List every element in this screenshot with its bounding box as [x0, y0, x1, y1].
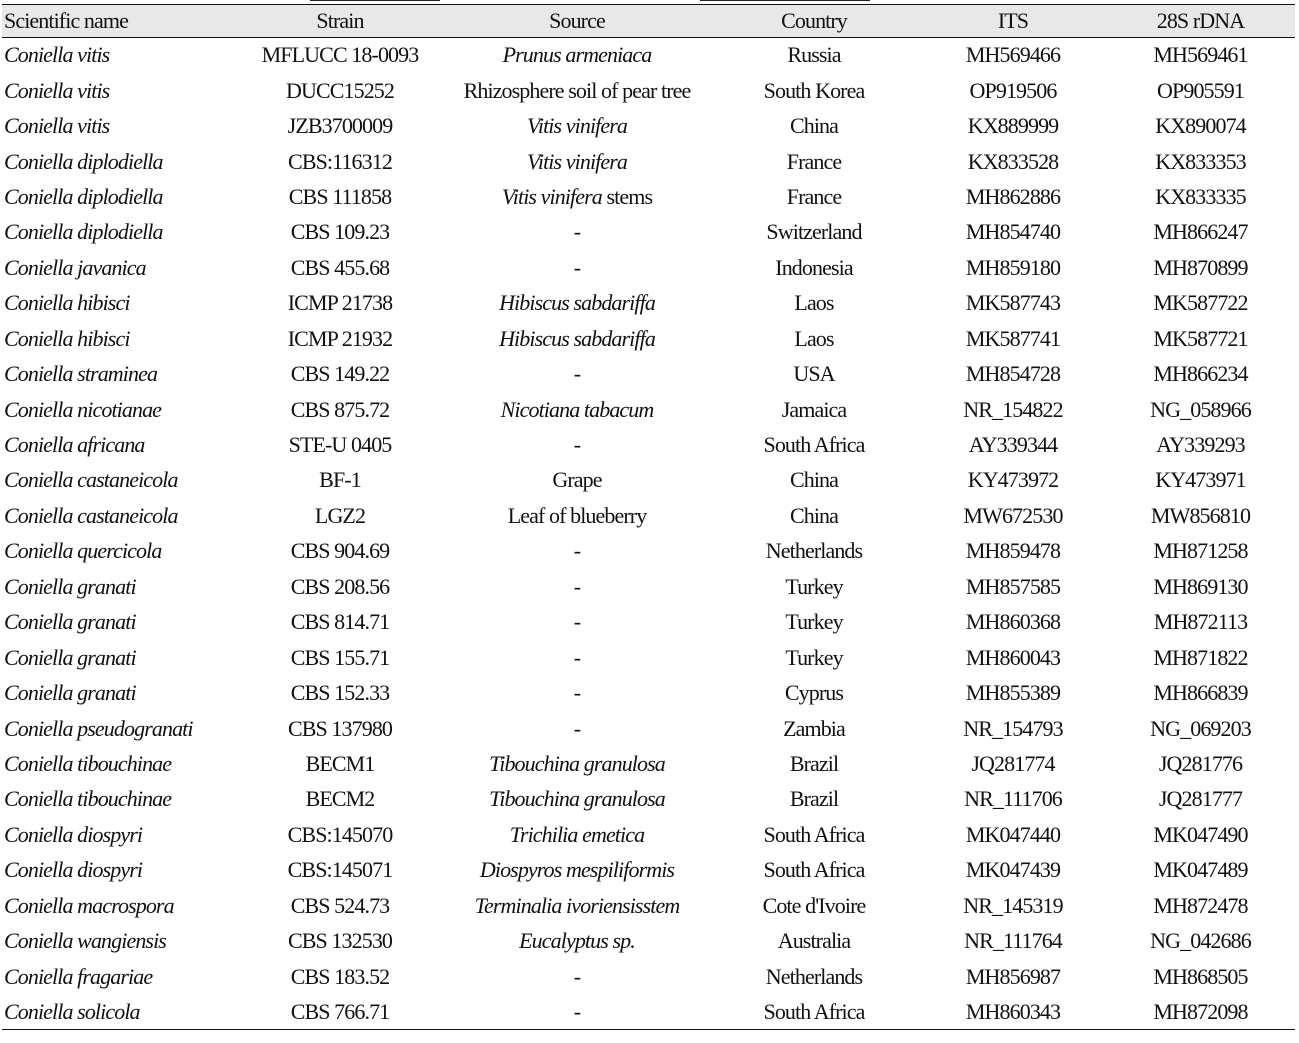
table-row [2, 640, 1295, 675]
cell-its: MH856987 [965, 963, 1061, 989]
cell-scientific-name: Coniella granati [4, 680, 136, 706]
cell-source [446, 711, 708, 746]
source-italic-text: Hibiscus sabdariffa [499, 290, 655, 316]
cell-scientific-name: Coniella hibisci [4, 325, 130, 351]
cell-scientific-name: Coniella quercicola [4, 538, 162, 564]
source-plain-text: - [573, 254, 581, 280]
cell-source [446, 286, 708, 321]
cell-scientific-name: Coniella africana [4, 432, 145, 458]
cell-scientific-name: Coniella granati [4, 609, 136, 635]
cell-country: France [786, 148, 842, 174]
cell-country: Australia [777, 928, 851, 954]
cell-country: Zambia [783, 715, 845, 741]
table-row [2, 108, 1295, 143]
cell-source [446, 38, 708, 73]
cell-scientific-name: Coniella diplodiella [4, 183, 163, 209]
cell-strain: DUCC15252 [285, 77, 395, 103]
cell-its: KX889999 [967, 113, 1059, 139]
cell-28s-rdna: MH871822 [1153, 644, 1248, 670]
cell-28s-rdna: MH872113 [1153, 609, 1248, 635]
cell-its: KX833528 [967, 148, 1059, 174]
cell-country: Laos [794, 290, 834, 316]
source-plain-text: - [573, 680, 581, 706]
table-row [2, 321, 1295, 356]
cell-scientific-name: Coniella castaneicola [4, 502, 178, 528]
cell-country: Cote d'Ivoire [762, 892, 866, 918]
source-plain-text: - [573, 361, 581, 387]
cell-source [446, 534, 708, 569]
table-row [2, 286, 1295, 321]
cell-country: Switzerland [766, 219, 862, 245]
cell-its: MH860343 [920, 994, 1106, 1029]
cell-scientific-name: Coniella hibisci [4, 290, 130, 316]
cell-scientific-name: Coniella granati [4, 573, 136, 599]
cell-strain: CBS 149.22 [290, 361, 390, 387]
cell-strain: ICMP 21738 [287, 290, 393, 316]
cell-its: MK587741 [965, 325, 1061, 351]
cell-its: NR_111706 [964, 786, 1062, 812]
cell-scientific-name: Coniella macrospora [4, 892, 174, 918]
cell-scientific-name: Coniella granati [4, 644, 136, 670]
cell-country: Turkey [785, 644, 843, 670]
header-country: Country [708, 5, 920, 38]
cell-28s-rdna: MK047490 [1153, 821, 1248, 847]
cell-country: Indonesia [775, 254, 853, 280]
cell-scientific-name: Coniella diospyri [4, 821, 143, 847]
table-row [2, 888, 1295, 923]
header-strain: Strain [234, 5, 446, 38]
cell-country: China [789, 467, 839, 493]
cell-strain: CBS 524.73 [290, 892, 390, 918]
table-row [2, 498, 1295, 533]
cell-28s-rdna: MH569461 [1153, 42, 1248, 68]
table-row [2, 994, 1295, 1029]
cell-scientific-name: Coniella javanica [4, 254, 146, 280]
cell-country: China [789, 502, 839, 528]
cell-28s-rdna: JQ281777 [1158, 786, 1243, 812]
table-row [2, 959, 1295, 994]
cell-its: MH859180 [965, 254, 1061, 280]
source-plain-text: - [573, 432, 581, 458]
cell-its: MH859478 [965, 538, 1061, 564]
cell-source [446, 356, 708, 391]
cell-28s-rdna: MK587721 [1153, 325, 1248, 351]
source-plain-text: - [573, 644, 581, 670]
cell-strain: CBS:116312 [288, 148, 392, 174]
cell-country: Turkey [785, 573, 843, 599]
table-row [2, 250, 1295, 285]
cell-scientific-name: Coniella wangiensis [4, 928, 166, 954]
cell-country: Netherlands [765, 538, 863, 564]
source-italic-text: Nicotiana tabacum [500, 396, 654, 422]
cell-28s-rdna: MH866234 [1153, 361, 1248, 387]
cell-scientific-name: Coniella straminea [4, 361, 158, 387]
cell-strain: BF-1 [319, 467, 361, 493]
cell-strain: CBS:145071 [287, 857, 393, 883]
cell-strain: CBS 455.68 [290, 254, 390, 280]
table-row [2, 38, 1295, 73]
table-row [2, 853, 1295, 888]
cell-source [446, 179, 708, 214]
table-row [2, 569, 1295, 604]
cell-country: South Africa [763, 821, 865, 847]
cell-scientific-name: Coniella diplodiella [4, 148, 163, 174]
cell-28s-rdna: NG_069203 [1150, 715, 1251, 741]
cell-source [446, 392, 708, 427]
table-row [2, 356, 1295, 391]
cell-its: JQ281774 [971, 750, 1055, 776]
cell-strain: BECM1 [305, 750, 375, 776]
cell-strain: CBS 208.56 [290, 573, 390, 599]
cell-source [446, 675, 708, 710]
cell-source [446, 108, 708, 143]
cell-source [446, 605, 708, 640]
cell-its: NR_145319 [963, 892, 1063, 918]
cell-source [446, 923, 708, 958]
source-plain-text: - [573, 715, 581, 741]
cell-28s-rdna: MH871258 [1153, 538, 1248, 564]
cell-country: South Africa [708, 994, 920, 1029]
cell-source [446, 144, 708, 179]
header-row [2, 5, 1295, 38]
cell-its: MH857585 [965, 573, 1061, 599]
cell-28s-rdna: MK047489 [1153, 857, 1248, 883]
table-header [2, 5, 1295, 38]
cell-strain: CBS 183.52 [290, 963, 390, 989]
cell-its: NR_154793 [963, 715, 1063, 741]
cell-28s-rdna: NG_042686 [1150, 928, 1251, 954]
source-italic-text: Eucalyptus sp. [519, 928, 635, 954]
table-row [2, 427, 1295, 462]
cell-28s-rdna: MK587722 [1153, 290, 1248, 316]
cell-strain: CBS 132530 [287, 928, 393, 954]
cell-28s-rdna: MH870899 [1153, 254, 1248, 280]
cell-strain: CBS 137980 [287, 715, 393, 741]
table-row [2, 144, 1295, 179]
source-plain-text: - [573, 573, 581, 599]
cell-strain: CBS 155.71 [290, 644, 390, 670]
source-plain-text: Grape [552, 467, 602, 493]
cell-its: NR_111764 [964, 928, 1062, 954]
source-italic-text: Hibiscus sabdariffa [499, 325, 655, 351]
cell-scientific-name: Coniella pseudogranati [4, 715, 193, 741]
source-plain-text: - [573, 998, 581, 1024]
table-row [2, 782, 1295, 817]
cell-country: Brazil [789, 786, 839, 812]
cell-28s-rdna: MW856810 [1150, 502, 1251, 528]
cell-country: Netherlands [765, 963, 863, 989]
header-source: Source [446, 5, 708, 38]
table-row [2, 746, 1295, 781]
cell-28s-rdna: MH869130 [1153, 573, 1248, 599]
cell-country: USA [793, 361, 835, 387]
cell-source [446, 746, 708, 781]
table-row [2, 817, 1295, 852]
table-row [2, 675, 1295, 710]
source-italic-text: Tibouchina granulosa [489, 750, 665, 776]
cell-source [446, 782, 708, 817]
cell-strain: BECM2 [305, 786, 375, 812]
cell-country: France [786, 183, 842, 209]
cell-28s-rdna: MH872098 [1106, 994, 1295, 1029]
cell-source [446, 498, 708, 533]
header-its: ITS [920, 5, 1106, 38]
cell-28s-rdna: MH866839 [1153, 680, 1248, 706]
table-row [2, 463, 1295, 498]
cell-source [446, 817, 708, 852]
cell-country: South Africa [763, 857, 865, 883]
table-body [2, 38, 1295, 1030]
cell-country: South Korea [763, 77, 865, 103]
cell-its: MH854728 [965, 361, 1061, 387]
source-italic-text: Tibouchina granulosa [489, 786, 665, 812]
source-plain-text: - [573, 609, 581, 635]
cell-scientific-name: Coniella castaneicola [4, 467, 178, 493]
source-plain-text: - [573, 219, 581, 245]
source-plain-text: Rhizosphere soil of pear tree [463, 77, 691, 103]
cell-source [446, 73, 708, 108]
cell-28s-rdna: KX833335 [1155, 183, 1246, 209]
cell-scientific-name: Coniella tibouchinae [4, 750, 172, 776]
cell-its: MK047440 [965, 821, 1061, 847]
cell-28s-rdna: MH872478 [1153, 892, 1248, 918]
cell-source [446, 569, 708, 604]
header-28s-rdna: 28S rDNA [1106, 5, 1295, 38]
cell-strain: CBS:145070 [287, 821, 393, 847]
cell-strain: CBS 904.69 [290, 538, 390, 564]
cell-28s-rdna: OP905591 [1157, 77, 1244, 103]
cell-source [446, 959, 708, 994]
cell-source [446, 853, 708, 888]
cell-its: MW672530 [963, 502, 1063, 528]
cell-scientific-name: Coniella vitis [4, 113, 110, 139]
table-row [2, 215, 1295, 250]
cell-source [446, 250, 708, 285]
cell-its: MK047439 [965, 857, 1061, 883]
table-row [2, 73, 1295, 108]
cell-country: Brazil [789, 750, 839, 776]
cell-28s-rdna: AY339293 [1156, 432, 1245, 458]
source-plain-text: - [573, 538, 581, 564]
cell-its: MH862886 [965, 183, 1061, 209]
cell-country: Russia [787, 42, 841, 68]
cell-its: MH855389 [965, 680, 1061, 706]
cell-its: MH569466 [965, 42, 1061, 68]
cell-source [446, 427, 708, 462]
table-row [2, 534, 1295, 569]
cell-strain: CBS 875.72 [290, 396, 390, 422]
cell-its: KY473972 [967, 467, 1059, 493]
cell-its: OP919506 [969, 77, 1057, 103]
cell-country: Jamaica [781, 396, 847, 422]
cell-source [446, 321, 708, 356]
cell-its: NR_154822 [963, 396, 1063, 422]
cell-28s-rdna: MH868505 [1153, 963, 1248, 989]
cell-source [446, 888, 708, 923]
cell-strain: JZB3700009 [287, 113, 393, 139]
cell-strain: ICMP 21932 [287, 325, 393, 351]
cell-28s-rdna: KX833353 [1155, 148, 1246, 174]
cell-country: Laos [794, 325, 834, 351]
cell-28s-rdna: JQ281776 [1158, 750, 1243, 776]
cell-country: Turkey [785, 609, 843, 635]
cell-strain: STE-U 0405 [288, 432, 392, 458]
cell-source [446, 994, 708, 1029]
cell-28s-rdna: MH866247 [1153, 219, 1248, 245]
table-row [2, 392, 1295, 427]
cell-its: MH854740 [965, 219, 1061, 245]
table-row [2, 605, 1295, 640]
source-plain-text: stems [601, 183, 653, 209]
cell-scientific-name: Coniella tibouchinae [4, 786, 172, 812]
cell-scientific-name: Coniella nicotianae [4, 396, 162, 422]
cell-strain: CBS 111858 [288, 183, 392, 209]
source-plain-text: Leaf of blueberry [507, 502, 647, 528]
cell-scientific-name: Coniella solicola [2, 994, 234, 1029]
cell-strain: CBS 152.33 [290, 680, 390, 706]
header-scientific-name: Scientific name [2, 5, 234, 38]
source-italic-text: Vitis vinifera [526, 113, 628, 139]
cell-country: Cyprus [784, 680, 844, 706]
cell-source [446, 463, 708, 498]
cell-scientific-name: Coniella vitis [4, 77, 110, 103]
cell-28s-rdna: KX890074 [1155, 113, 1246, 139]
cell-country: South Africa [763, 432, 865, 458]
source-italic-text: Diospyros mespiliformis [479, 857, 675, 883]
cell-its: MK587743 [965, 290, 1061, 316]
cell-scientific-name: Coniella fragariae [4, 963, 153, 989]
cell-scientific-name: Coniella diplodiella [4, 219, 163, 245]
cell-its: MH860368 [965, 609, 1061, 635]
source-italic-text: Vitis vinifera [526, 148, 628, 174]
cell-strain: MFLUCC 18-0093 [261, 42, 419, 68]
source-italic-text: Trichilia emetica [509, 821, 645, 847]
cell-scientific-name: Coniella diospyri [4, 857, 143, 883]
cell-scientific-name: Coniella vitis [4, 42, 110, 68]
cell-28s-rdna: KY473971 [1155, 467, 1246, 493]
table-row [2, 923, 1295, 958]
cell-its: AY339344 [968, 432, 1058, 458]
cell-source [446, 215, 708, 250]
cell-source [446, 640, 708, 675]
table-row [2, 179, 1295, 214]
cell-strain: CBS 814.71 [290, 609, 390, 635]
table-row [2, 711, 1295, 746]
source-plain-text: - [573, 963, 581, 989]
cell-strain: CBS 766.71 [234, 994, 446, 1029]
cell-its: MH860043 [965, 644, 1061, 670]
cell-28s-rdna: NG_058966 [1150, 396, 1251, 422]
source-italic-text: Prunus armeniaca [502, 42, 652, 68]
source-italic-text: Vitis vinifera [501, 183, 602, 209]
species-strain-table [2, 4, 1295, 1030]
cell-strain: LGZ2 [314, 502, 366, 528]
cell-strain: CBS 109.23 [290, 219, 390, 245]
cell-country: China [789, 113, 839, 139]
source-italic-text: Terminalia ivoriensisstem [474, 892, 680, 918]
